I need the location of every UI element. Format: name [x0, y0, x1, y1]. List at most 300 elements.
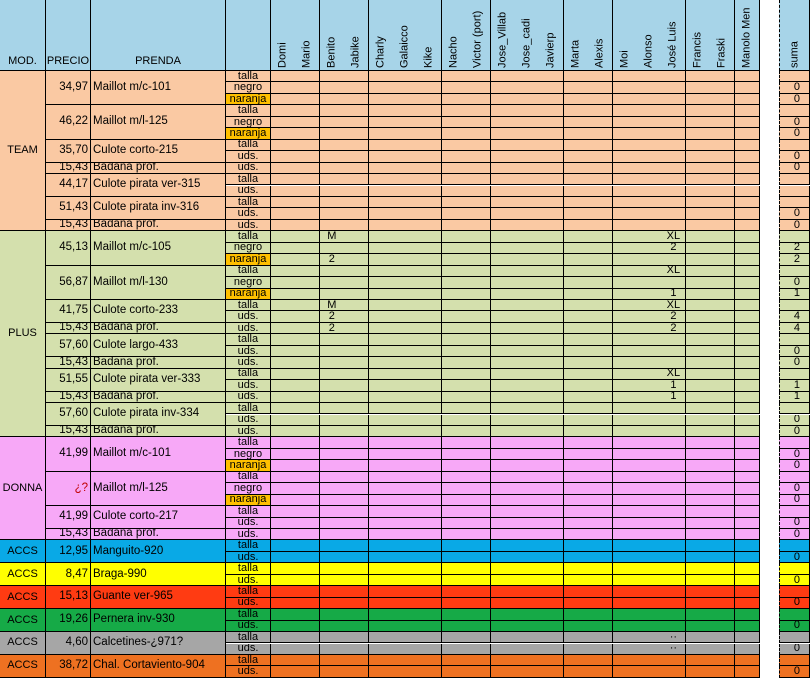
- order-cell[interactable]: [515, 117, 540, 128]
- order-cell[interactable]: [613, 105, 638, 116]
- order-cell[interactable]: [564, 323, 589, 334]
- order-cell[interactable]: [613, 392, 638, 403]
- order-cell[interactable]: [661, 128, 686, 139]
- order-cell[interactable]: [637, 277, 662, 288]
- order-cell[interactable]: [710, 437, 735, 448]
- order-cell[interactable]: [686, 437, 711, 448]
- order-cell[interactable]: [686, 495, 711, 506]
- order-cell[interactable]: [637, 483, 662, 494]
- order-cell[interactable]: [295, 334, 320, 345]
- order-cell[interactable]: [588, 300, 613, 311]
- order-cell[interactable]: [686, 380, 711, 391]
- order-cell[interactable]: [588, 254, 613, 265]
- header-person-16[interactable]: [637, 0, 662, 71]
- order-cell[interactable]: [564, 105, 589, 116]
- order-cell[interactable]: [271, 117, 296, 128]
- order-cell[interactable]: [369, 449, 394, 460]
- order-cell[interactable]: [661, 94, 686, 105]
- order-cell[interactable]: [369, 392, 394, 403]
- order-cell[interactable]: [344, 655, 369, 666]
- order-cell[interactable]: [344, 621, 369, 632]
- order-cell[interactable]: [539, 71, 564, 82]
- order-cell[interactable]: [369, 334, 394, 345]
- order-cell[interactable]: [515, 483, 540, 494]
- order-cell[interactable]: [491, 163, 516, 174]
- order-cell[interactable]: [442, 369, 467, 380]
- order-cell[interactable]: [710, 197, 735, 208]
- header-person-5[interactable]: [369, 0, 394, 71]
- order-cell[interactable]: [637, 71, 662, 82]
- order-cell[interactable]: M: [320, 231, 345, 242]
- order-cell[interactable]: [393, 334, 418, 345]
- order-cell[interactable]: [417, 94, 442, 105]
- price-cell[interactable]: 51,55: [46, 369, 91, 392]
- order-cell[interactable]: [710, 117, 735, 128]
- order-cell[interactable]: [588, 369, 613, 380]
- order-cell[interactable]: [564, 208, 589, 219]
- order-cell[interactable]: [710, 266, 735, 277]
- order-cell[interactable]: [588, 346, 613, 357]
- order-cell[interactable]: [735, 277, 760, 288]
- order-cell[interactable]: [369, 415, 394, 426]
- order-cell[interactable]: [417, 197, 442, 208]
- order-cell[interactable]: [564, 277, 589, 288]
- order-cell[interactable]: [417, 437, 442, 448]
- order-cell[interactable]: [515, 621, 540, 632]
- order-cell[interactable]: [393, 369, 418, 380]
- order-cell[interactable]: [588, 609, 613, 620]
- garment-name[interactable]: Maillot m/c-105: [91, 231, 226, 265]
- order-cell[interactable]: [344, 644, 369, 655]
- order-cell[interactable]: [271, 460, 296, 471]
- order-cell[interactable]: [686, 449, 711, 460]
- order-cell[interactable]: [491, 598, 516, 609]
- order-cell[interactable]: [539, 174, 564, 185]
- order-cell[interactable]: [417, 71, 442, 82]
- order-cell[interactable]: [295, 426, 320, 437]
- order-cell[interactable]: [491, 208, 516, 219]
- order-cell[interactable]: [491, 472, 516, 483]
- order-cell[interactable]: [735, 449, 760, 460]
- order-cell[interactable]: [637, 346, 662, 357]
- order-cell[interactable]: [637, 105, 662, 116]
- order-cell[interactable]: [564, 563, 589, 574]
- order-cell[interactable]: [295, 540, 320, 551]
- order-cell[interactable]: [613, 186, 638, 197]
- order-cell[interactable]: [417, 644, 442, 655]
- order-cell[interactable]: [320, 426, 345, 437]
- order-cell[interactable]: [686, 311, 711, 322]
- order-cell[interactable]: [515, 426, 540, 437]
- order-cell[interactable]: [588, 540, 613, 551]
- order-cell[interactable]: [417, 609, 442, 620]
- order-cell[interactable]: [539, 472, 564, 483]
- order-cell[interactable]: [735, 575, 760, 586]
- order-cell[interactable]: [613, 563, 638, 574]
- header-person-7[interactable]: [417, 0, 442, 71]
- order-cell[interactable]: [295, 277, 320, 288]
- order-cell[interactable]: 2: [320, 311, 345, 322]
- order-cell[interactable]: [466, 552, 491, 563]
- order-cell[interactable]: [369, 437, 394, 448]
- order-cell[interactable]: [710, 151, 735, 162]
- order-cell[interactable]: [466, 369, 491, 380]
- order-cell[interactable]: [539, 357, 564, 368]
- garment-name[interactable]: Culote largo-433: [91, 334, 226, 357]
- order-cell[interactable]: [295, 666, 320, 677]
- order-cell[interactable]: [442, 140, 467, 151]
- order-cell[interactable]: [491, 151, 516, 162]
- order-cell[interactable]: [369, 163, 394, 174]
- order-cell[interactable]: [417, 426, 442, 437]
- order-cell[interactable]: [735, 266, 760, 277]
- order-cell[interactable]: [613, 529, 638, 540]
- order-cell[interactable]: [466, 495, 491, 506]
- order-cell[interactable]: [637, 300, 662, 311]
- order-cell[interactable]: [539, 300, 564, 311]
- order-cell[interactable]: [344, 266, 369, 277]
- order-cell[interactable]: [491, 632, 516, 643]
- order-cell[interactable]: [466, 208, 491, 219]
- order-cell[interactable]: [564, 151, 589, 162]
- order-cell[interactable]: [344, 231, 369, 242]
- order-cell[interactable]: [295, 220, 320, 231]
- order-cell[interactable]: [442, 208, 467, 219]
- order-cell[interactable]: [613, 403, 638, 414]
- order-cell[interactable]: [613, 82, 638, 93]
- order-cell[interactable]: [613, 621, 638, 632]
- order-cell[interactable]: [295, 644, 320, 655]
- order-cell[interactable]: [417, 552, 442, 563]
- order-cell[interactable]: [491, 540, 516, 551]
- order-cell[interactable]: [320, 575, 345, 586]
- order-cell[interactable]: [393, 632, 418, 643]
- order-cell[interactable]: [588, 140, 613, 151]
- order-cell[interactable]: [491, 449, 516, 460]
- order-cell[interactable]: [369, 575, 394, 586]
- header-person-20[interactable]: [735, 0, 760, 71]
- order-cell[interactable]: [344, 357, 369, 368]
- order-cell[interactable]: [393, 197, 418, 208]
- order-cell[interactable]: [271, 426, 296, 437]
- order-cell[interactable]: [686, 655, 711, 666]
- price-cell[interactable]: 56,87: [46, 266, 91, 300]
- price-cell[interactable]: 15,43: [46, 220, 91, 231]
- garment-name[interactable]: Maillot m/c-101: [91, 437, 226, 471]
- order-cell[interactable]: [271, 277, 296, 288]
- order-cell[interactable]: [710, 586, 735, 597]
- order-cell[interactable]: [417, 186, 442, 197]
- order-cell[interactable]: [637, 197, 662, 208]
- order-cell[interactable]: 1: [661, 392, 686, 403]
- order-cell[interactable]: [320, 128, 345, 139]
- order-cell[interactable]: [564, 186, 589, 197]
- order-cell[interactable]: [320, 266, 345, 277]
- order-cell[interactable]: [686, 128, 711, 139]
- order-cell[interactable]: [393, 460, 418, 471]
- order-cell[interactable]: XL: [661, 369, 686, 380]
- order-cell[interactable]: [271, 151, 296, 162]
- garment-name[interactable]: Badana prof.: [91, 220, 226, 231]
- order-cell[interactable]: [369, 540, 394, 551]
- order-cell[interactable]: [710, 575, 735, 586]
- order-cell[interactable]: [393, 403, 418, 414]
- order-cell[interactable]: [369, 426, 394, 437]
- order-cell[interactable]: [393, 472, 418, 483]
- garment-name[interactable]: Culote pirata ver-315: [91, 174, 226, 197]
- order-cell[interactable]: [637, 243, 662, 254]
- order-cell[interactable]: [515, 586, 540, 597]
- order-cell[interactable]: [369, 609, 394, 620]
- order-cell[interactable]: [564, 71, 589, 82]
- order-cell[interactable]: [320, 289, 345, 300]
- order-cell[interactable]: [588, 220, 613, 231]
- order-cell[interactable]: [466, 323, 491, 334]
- order-cell[interactable]: [320, 163, 345, 174]
- order-cell[interactable]: [271, 289, 296, 300]
- order-cell[interactable]: [442, 644, 467, 655]
- order-cell[interactable]: [393, 311, 418, 322]
- order-cell[interactable]: [515, 231, 540, 242]
- price-cell[interactable]: 15,43: [46, 357, 91, 368]
- order-cell[interactable]: [320, 140, 345, 151]
- order-cell[interactable]: [661, 140, 686, 151]
- order-cell[interactable]: [710, 655, 735, 666]
- order-cell[interactable]: [686, 529, 711, 540]
- order-cell[interactable]: [344, 518, 369, 529]
- order-cell[interactable]: [271, 357, 296, 368]
- order-cell[interactable]: [564, 506, 589, 517]
- order-cell[interactable]: [417, 621, 442, 632]
- order-cell[interactable]: [271, 311, 296, 322]
- order-cell[interactable]: [564, 644, 589, 655]
- order-cell[interactable]: [735, 94, 760, 105]
- order-cell[interactable]: [369, 254, 394, 265]
- order-cell[interactable]: [637, 311, 662, 322]
- order-cell[interactable]: [466, 105, 491, 116]
- order-cell[interactable]: [515, 151, 540, 162]
- order-cell[interactable]: [271, 609, 296, 620]
- order-cell[interactable]: [686, 586, 711, 597]
- order-cell[interactable]: [320, 460, 345, 471]
- order-cell[interactable]: [393, 105, 418, 116]
- order-cell[interactable]: [295, 472, 320, 483]
- order-cell[interactable]: [344, 666, 369, 677]
- order-cell[interactable]: [271, 380, 296, 391]
- order-cell[interactable]: [637, 598, 662, 609]
- order-cell[interactable]: [539, 117, 564, 128]
- price-cell[interactable]: 15,43: [46, 529, 91, 540]
- order-cell[interactable]: [320, 277, 345, 288]
- order-cell[interactable]: [442, 483, 467, 494]
- order-cell[interactable]: [491, 323, 516, 334]
- order-cell[interactable]: [393, 552, 418, 563]
- order-cell[interactable]: [417, 472, 442, 483]
- order-cell[interactable]: [417, 289, 442, 300]
- order-cell[interactable]: [588, 575, 613, 586]
- order-cell[interactable]: [491, 518, 516, 529]
- order-cell[interactable]: [491, 254, 516, 265]
- price-cell[interactable]: ¿?: [46, 472, 91, 506]
- order-cell[interactable]: [344, 151, 369, 162]
- order-cell[interactable]: [417, 163, 442, 174]
- order-cell[interactable]: [271, 266, 296, 277]
- order-cell[interactable]: [735, 220, 760, 231]
- order-cell[interactable]: [369, 243, 394, 254]
- order-cell[interactable]: [442, 94, 467, 105]
- order-cell[interactable]: [735, 586, 760, 597]
- order-cell[interactable]: [442, 357, 467, 368]
- order-cell[interactable]: [295, 208, 320, 219]
- order-cell[interactable]: [320, 598, 345, 609]
- order-cell[interactable]: [442, 163, 467, 174]
- order-cell[interactable]: [320, 518, 345, 529]
- order-cell[interactable]: [271, 449, 296, 460]
- order-cell[interactable]: [661, 609, 686, 620]
- order-cell[interactable]: [515, 311, 540, 322]
- order-cell[interactable]: [442, 426, 467, 437]
- order-cell[interactable]: [393, 483, 418, 494]
- order-cell[interactable]: [466, 289, 491, 300]
- order-cell[interactable]: [539, 334, 564, 345]
- order-cell[interactable]: [613, 437, 638, 448]
- order-cell[interactable]: [613, 243, 638, 254]
- order-cell[interactable]: [735, 621, 760, 632]
- order-cell[interactable]: [393, 346, 418, 357]
- order-cell[interactable]: [320, 632, 345, 643]
- order-cell[interactable]: [295, 140, 320, 151]
- order-cell[interactable]: [710, 506, 735, 517]
- order-cell[interactable]: [564, 632, 589, 643]
- order-cell[interactable]: [710, 529, 735, 540]
- order-cell[interactable]: [344, 289, 369, 300]
- order-cell[interactable]: [588, 666, 613, 677]
- order-cell[interactable]: [564, 540, 589, 551]
- order-cell[interactable]: [564, 380, 589, 391]
- order-cell[interactable]: [735, 105, 760, 116]
- order-cell[interactable]: [466, 598, 491, 609]
- order-cell[interactable]: [686, 598, 711, 609]
- order-cell[interactable]: [588, 82, 613, 93]
- order-cell[interactable]: [393, 621, 418, 632]
- order-cell[interactable]: [710, 163, 735, 174]
- order-cell[interactable]: [564, 529, 589, 540]
- order-cell[interactable]: [491, 334, 516, 345]
- order-cell[interactable]: [417, 128, 442, 139]
- order-cell[interactable]: [515, 140, 540, 151]
- order-cell[interactable]: [613, 266, 638, 277]
- order-cell[interactable]: [369, 220, 394, 231]
- order-cell[interactable]: [442, 495, 467, 506]
- order-cell[interactable]: [613, 655, 638, 666]
- order-cell[interactable]: [393, 300, 418, 311]
- order-cell[interactable]: [466, 357, 491, 368]
- garment-name[interactable]: Badana prof.: [91, 357, 226, 368]
- header-person-15[interactable]: [613, 0, 638, 71]
- order-cell[interactable]: [686, 163, 711, 174]
- order-cell[interactable]: [320, 369, 345, 380]
- order-cell[interactable]: [735, 231, 760, 242]
- order-cell[interactable]: [320, 392, 345, 403]
- order-cell[interactable]: [661, 552, 686, 563]
- order-cell[interactable]: [393, 266, 418, 277]
- order-cell[interactable]: [686, 197, 711, 208]
- order-cell[interactable]: [344, 392, 369, 403]
- header-precio[interactable]: [46, 0, 91, 71]
- order-cell[interactable]: [735, 495, 760, 506]
- order-cell[interactable]: [417, 403, 442, 414]
- order-cell[interactable]: [417, 483, 442, 494]
- order-cell[interactable]: [613, 495, 638, 506]
- order-cell[interactable]: [515, 334, 540, 345]
- order-cell[interactable]: [344, 277, 369, 288]
- order-cell[interactable]: [466, 632, 491, 643]
- order-cell[interactable]: [515, 346, 540, 357]
- order-cell[interactable]: [442, 277, 467, 288]
- order-cell[interactable]: [637, 472, 662, 483]
- order-cell[interactable]: [295, 128, 320, 139]
- order-cell[interactable]: [637, 82, 662, 93]
- order-cell[interactable]: [417, 506, 442, 517]
- order-cell[interactable]: [344, 243, 369, 254]
- order-cell[interactable]: [295, 71, 320, 82]
- order-cell[interactable]: [417, 495, 442, 506]
- order-cell[interactable]: [515, 82, 540, 93]
- order-cell[interactable]: [686, 151, 711, 162]
- order-cell[interactable]: [539, 311, 564, 322]
- order-cell[interactable]: [320, 586, 345, 597]
- order-cell[interactable]: [539, 609, 564, 620]
- order-cell[interactable]: [369, 552, 394, 563]
- order-cell[interactable]: [613, 254, 638, 265]
- order-cell[interactable]: [320, 609, 345, 620]
- order-cell[interactable]: [710, 472, 735, 483]
- order-cell[interactable]: [442, 472, 467, 483]
- order-cell[interactable]: [686, 186, 711, 197]
- order-cell[interactable]: [442, 506, 467, 517]
- order-cell[interactable]: [271, 632, 296, 643]
- order-cell[interactable]: [417, 346, 442, 357]
- order-cell[interactable]: [369, 655, 394, 666]
- order-cell[interactable]: [735, 128, 760, 139]
- order-cell[interactable]: [466, 426, 491, 437]
- order-cell[interactable]: [344, 128, 369, 139]
- order-cell[interactable]: [295, 163, 320, 174]
- order-cell[interactable]: [344, 186, 369, 197]
- order-cell[interactable]: [515, 208, 540, 219]
- order-cell[interactable]: [515, 323, 540, 334]
- header-person-17[interactable]: [661, 0, 686, 71]
- order-cell[interactable]: [491, 644, 516, 655]
- price-cell[interactable]: 34,97: [46, 71, 91, 105]
- order-cell[interactable]: [735, 174, 760, 185]
- order-cell[interactable]: [271, 220, 296, 231]
- order-cell[interactable]: [515, 644, 540, 655]
- header-person-14[interactable]: [588, 0, 613, 71]
- order-cell[interactable]: [710, 644, 735, 655]
- order-cell[interactable]: [417, 117, 442, 128]
- order-cell[interactable]: [637, 449, 662, 460]
- garment-name[interactable]: Pernera inv-930: [91, 609, 226, 632]
- order-cell[interactable]: [539, 506, 564, 517]
- order-cell[interactable]: [271, 392, 296, 403]
- order-cell[interactable]: [271, 243, 296, 254]
- order-cell[interactable]: [515, 128, 540, 139]
- order-cell[interactable]: [637, 266, 662, 277]
- order-cell[interactable]: [320, 472, 345, 483]
- order-cell[interactable]: [686, 632, 711, 643]
- order-cell[interactable]: [466, 392, 491, 403]
